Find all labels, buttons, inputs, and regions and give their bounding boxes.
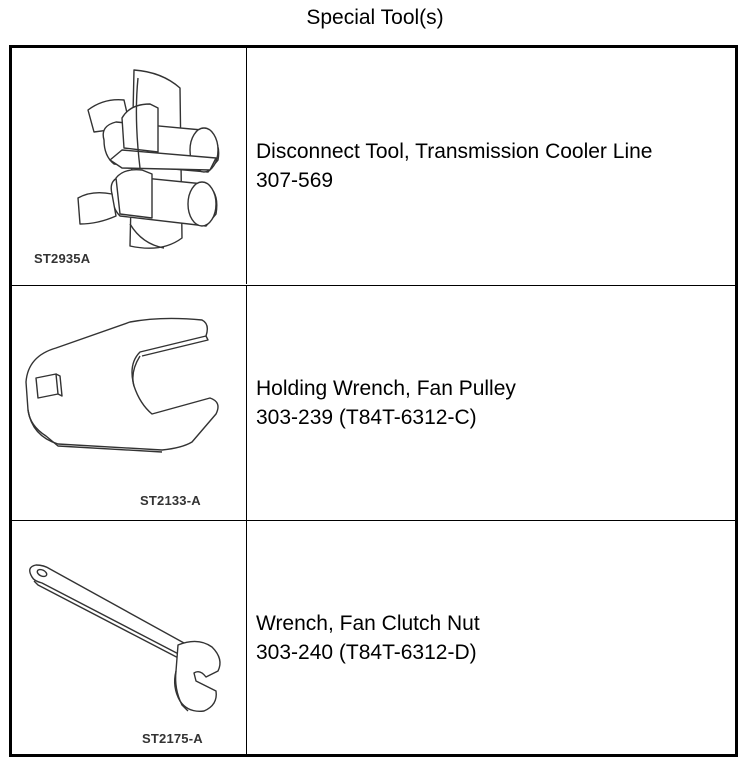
figure-id-label: ST2175-A — [142, 731, 203, 746]
disconnect-tool-illustration — [12, 48, 246, 284]
tool-number: 303-240 (T84T-6312-D) — [256, 641, 477, 664]
figure-id-label: ST2133-A — [140, 493, 201, 508]
fan-clutch-wrench-illustration — [12, 521, 246, 755]
tool-illustration-cell — [12, 521, 247, 755]
tool-description-cell — [247, 521, 735, 755]
tool-name: Wrench, Fan Clutch Nut — [256, 612, 480, 635]
figure-id-label: ST2935A — [34, 251, 91, 266]
tool-number: 307-569 — [256, 169, 334, 192]
tool-description-cell — [247, 48, 735, 284]
tool-row-fan-clutch-wrench — [12, 520, 735, 755]
tool-name: Holding Wrench, Fan Pulley — [256, 377, 516, 400]
tool-row-holding-wrench — [12, 285, 735, 520]
tool-illustration-cell — [12, 286, 247, 520]
tool-description-cell — [247, 286, 735, 520]
page-caption: Special Tool(s) — [306, 6, 444, 29]
holding-wrench-illustration — [12, 286, 246, 520]
tool-number: 303-239 (T84T-6312-C) — [256, 406, 477, 429]
special-tools-table — [9, 45, 738, 757]
tool-illustration-cell — [12, 48, 247, 284]
tool-row-disconnect-tool — [12, 48, 735, 284]
tool-name: Disconnect Tool, Transmission Cooler Line — [256, 140, 653, 163]
